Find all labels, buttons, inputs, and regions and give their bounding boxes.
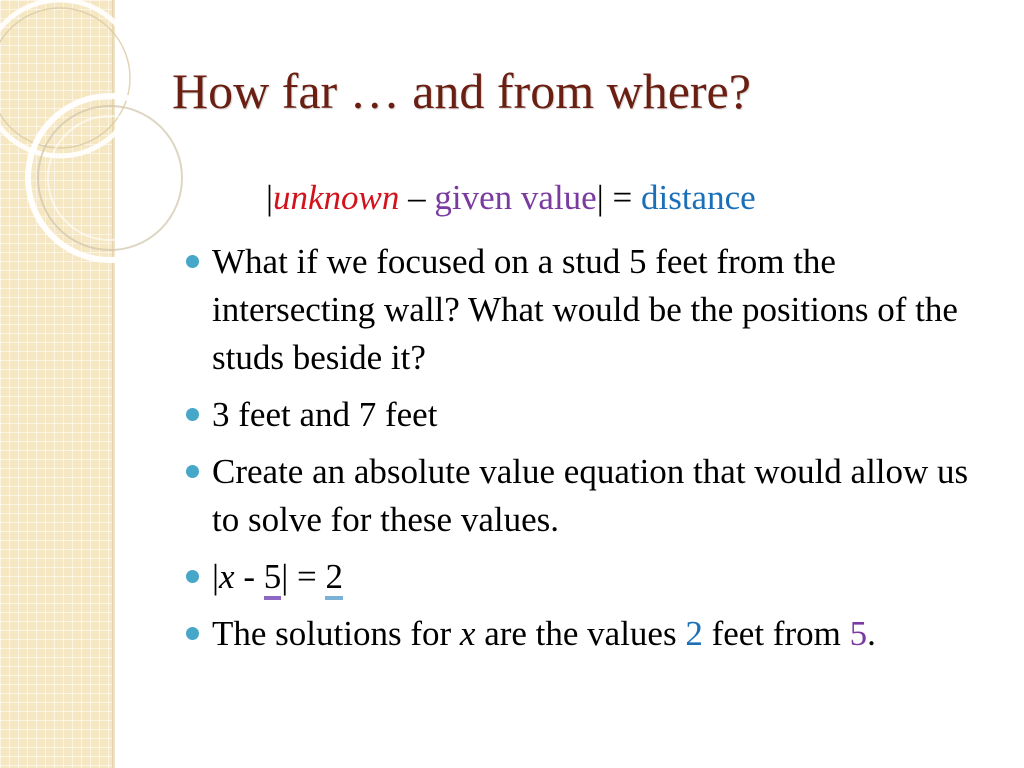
formula-equals: = bbox=[603, 178, 641, 217]
equation-distance-number: 2 bbox=[325, 557, 343, 600]
solution-given-number: 5 bbox=[849, 614, 868, 653]
bullet-dot-icon bbox=[186, 627, 199, 640]
formula-distance: distance bbox=[640, 178, 756, 217]
solution-end: . bbox=[867, 614, 876, 653]
bullet-dot-icon bbox=[186, 465, 199, 478]
bullet-item-equation bbox=[186, 553, 986, 601]
slide-title: How far … and from where? bbox=[172, 63, 751, 119]
equation-bar-close: | bbox=[281, 557, 289, 596]
bullet-list bbox=[186, 238, 986, 667]
solution-distance-number: 2 bbox=[685, 614, 703, 653]
distance-formula bbox=[266, 178, 756, 218]
bullet-item bbox=[186, 391, 986, 439]
bullet-dot-icon bbox=[186, 570, 199, 583]
formula-dash: – bbox=[399, 178, 435, 217]
bullet-text: Create an absolute value equation that would allow us to solve for these values. bbox=[212, 452, 969, 539]
formula-bar-close: | bbox=[596, 178, 604, 217]
formula-bar-open: | bbox=[266, 178, 274, 217]
equation-variable: x bbox=[219, 557, 235, 596]
bullet-text: What if we focused on a stud 5 feet from the intersecting wall? What would be the positions of the studs beside it? bbox=[212, 242, 958, 377]
equation-bar-open: | bbox=[212, 557, 220, 596]
solution-middle: are the values bbox=[475, 614, 686, 653]
equation-minus: - bbox=[234, 557, 264, 596]
bullet-item bbox=[186, 448, 986, 544]
decorative-rings bbox=[0, 0, 200, 330]
formula-given-value: given value bbox=[434, 178, 597, 217]
solution-variable: x bbox=[459, 614, 476, 653]
bullet-item bbox=[186, 238, 986, 382]
equation-given-number: 5 bbox=[264, 557, 282, 600]
equation-equals: = bbox=[288, 557, 326, 596]
formula-unknown: unknown bbox=[273, 178, 400, 217]
solution-prefix: The solutions for bbox=[212, 614, 460, 653]
bullet-text: 3 feet and 7 feet bbox=[212, 395, 438, 434]
bullet-dot-icon bbox=[186, 408, 199, 421]
solution-middle-2: feet from bbox=[702, 614, 850, 653]
bullet-dot-icon bbox=[186, 255, 199, 268]
bullet-item-solution bbox=[186, 610, 986, 658]
